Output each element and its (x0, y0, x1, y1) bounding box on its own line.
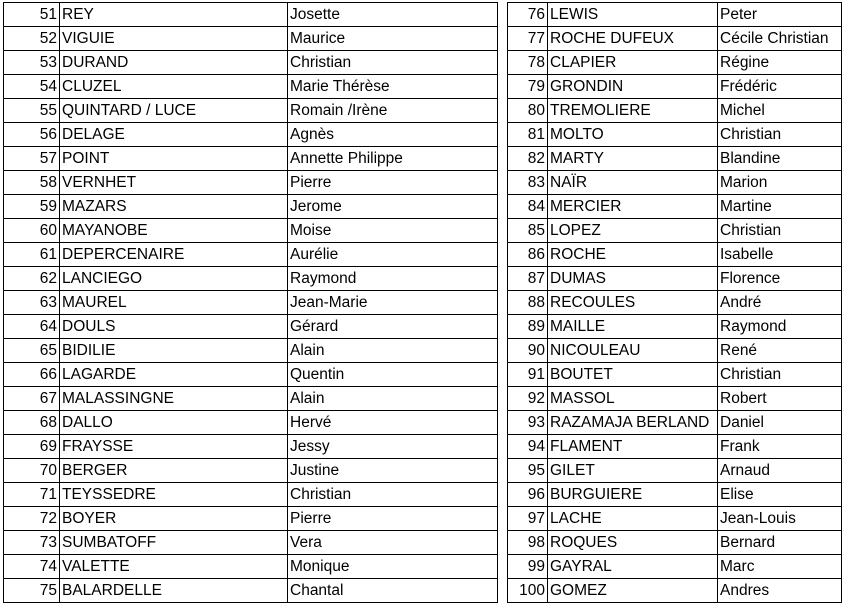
table-row (508, 171, 842, 195)
first-name-cell: Frank (718, 435, 842, 459)
table-row (508, 387, 842, 411)
row-number-cell: 94 (508, 435, 548, 459)
last-name-cell: MAILLE (548, 315, 718, 339)
last-name-cell: BOUTET (548, 363, 718, 387)
last-name-cell: REY (60, 3, 288, 27)
row-number-cell: 78 (508, 51, 548, 75)
row-number-cell: 72 (4, 507, 60, 531)
last-name-cell: MOLTO (548, 123, 718, 147)
row-number-cell: 67 (4, 387, 60, 411)
table-row (4, 555, 498, 579)
first-name-cell: Michel (718, 99, 842, 123)
table-row (508, 483, 842, 507)
column-gap (498, 2, 507, 603)
row-number-cell: 83 (508, 171, 548, 195)
table-row (508, 147, 842, 171)
table-row (508, 123, 842, 147)
table-row (4, 411, 498, 435)
last-name-cell: LANCIEGO (60, 267, 288, 291)
first-name-cell: Alain (288, 387, 498, 411)
first-name-cell: Andres (718, 579, 842, 603)
last-name-cell: LOPEZ (548, 219, 718, 243)
first-name-cell: Christian (288, 51, 498, 75)
row-number-cell: 81 (508, 123, 548, 147)
last-name-cell: GAYRAL (548, 555, 718, 579)
table-row (4, 27, 498, 51)
row-number-cell: 86 (508, 243, 548, 267)
first-name-cell: Daniel (718, 411, 842, 435)
table-row (508, 579, 842, 603)
row-number-cell: 58 (4, 171, 60, 195)
row-number-cell: 69 (4, 435, 60, 459)
row-number-cell: 76 (508, 3, 548, 27)
names-table-left (3, 2, 498, 603)
first-name-cell: Pierre (288, 171, 498, 195)
first-name-cell: Aurélie (288, 243, 498, 267)
row-number-cell: 53 (4, 51, 60, 75)
last-name-cell: DUMAS (548, 267, 718, 291)
table-row (508, 507, 842, 531)
row-number-cell: 77 (508, 27, 548, 51)
table-row (4, 291, 498, 315)
last-name-cell: TEYSSEDRE (60, 483, 288, 507)
row-number-cell: 89 (508, 315, 548, 339)
first-name-cell: Romain /Irène (288, 99, 498, 123)
table-row (508, 459, 842, 483)
table-row (508, 555, 842, 579)
row-number-cell: 54 (4, 75, 60, 99)
first-name-cell: Chantal (288, 579, 498, 603)
row-number-cell: 55 (4, 99, 60, 123)
table-row (4, 195, 498, 219)
table-row (4, 243, 498, 267)
first-name-cell: Frédéric (718, 75, 842, 99)
table-row (4, 315, 498, 339)
last-name-cell: GOMEZ (548, 579, 718, 603)
names-table-right (507, 2, 842, 603)
last-name-cell: VERNHET (60, 171, 288, 195)
row-number-cell: 97 (508, 507, 548, 531)
table-row (4, 363, 498, 387)
last-name-cell: MERCIER (548, 195, 718, 219)
table-row (4, 75, 498, 99)
last-name-cell: DEPERCENAIRE (60, 243, 288, 267)
row-number-cell: 92 (508, 387, 548, 411)
last-name-cell: RAZAMAJA BERLAND (548, 411, 718, 435)
row-number-cell: 70 (4, 459, 60, 483)
table-row (4, 171, 498, 195)
name-list-sheet (3, 2, 842, 603)
first-name-cell: Arnaud (718, 459, 842, 483)
table-row (508, 435, 842, 459)
last-name-cell: MAZARS (60, 195, 288, 219)
first-name-cell: Jean-Louis (718, 507, 842, 531)
table-row (4, 483, 498, 507)
row-number-cell: 62 (4, 267, 60, 291)
last-name-cell: BOYER (60, 507, 288, 531)
table-row (508, 411, 842, 435)
table-row (4, 387, 498, 411)
table-row (4, 3, 498, 27)
table-row (4, 219, 498, 243)
row-number-cell: 75 (4, 579, 60, 603)
first-name-cell: Christian (288, 483, 498, 507)
first-name-cell: Maurice (288, 27, 498, 51)
row-number-cell: 90 (508, 339, 548, 363)
table-row (4, 51, 498, 75)
last-name-cell: NICOULEAU (548, 339, 718, 363)
table-row (508, 267, 842, 291)
last-name-cell: GILET (548, 459, 718, 483)
first-name-cell: Florence (718, 267, 842, 291)
last-name-cell: ROQUES (548, 531, 718, 555)
last-name-cell: DURAND (60, 51, 288, 75)
table-row (508, 363, 842, 387)
row-number-cell: 98 (508, 531, 548, 555)
last-name-cell: BALARDELLE (60, 579, 288, 603)
row-number-cell: 84 (508, 195, 548, 219)
row-number-cell: 63 (4, 291, 60, 315)
first-name-cell: Hervé (288, 411, 498, 435)
table-row (4, 459, 498, 483)
row-number-cell: 99 (508, 555, 548, 579)
first-name-cell: Christian (718, 363, 842, 387)
first-name-cell: Pierre (288, 507, 498, 531)
first-name-cell: Christian (718, 219, 842, 243)
last-name-cell: MAUREL (60, 291, 288, 315)
first-name-cell: Vera (288, 531, 498, 555)
last-name-cell: MAYANOBE (60, 219, 288, 243)
table-row (4, 147, 498, 171)
first-name-cell: André (718, 291, 842, 315)
last-name-cell: LACHE (548, 507, 718, 531)
row-number-cell: 60 (4, 219, 60, 243)
first-name-cell: Raymond (288, 267, 498, 291)
first-name-cell: Moise (288, 219, 498, 243)
row-number-cell: 51 (4, 3, 60, 27)
row-number-cell: 88 (508, 291, 548, 315)
table-row (508, 75, 842, 99)
row-number-cell: 64 (4, 315, 60, 339)
last-name-cell: POINT (60, 147, 288, 171)
row-number-cell: 59 (4, 195, 60, 219)
first-name-cell: Cécile Christian (718, 27, 842, 51)
first-name-cell: Marion (718, 171, 842, 195)
first-name-cell: Raymond (718, 315, 842, 339)
table-row (508, 99, 842, 123)
first-name-cell: René (718, 339, 842, 363)
table-row (4, 579, 498, 603)
last-name-cell: CLAPIER (548, 51, 718, 75)
first-name-cell: Gérard (288, 315, 498, 339)
last-name-cell: BERGER (60, 459, 288, 483)
table-row (508, 51, 842, 75)
row-number-cell: 93 (508, 411, 548, 435)
last-name-cell: RECOULES (548, 291, 718, 315)
first-name-cell: Jean-Marie (288, 291, 498, 315)
row-number-cell: 96 (508, 483, 548, 507)
last-name-cell: NAÏR (548, 171, 718, 195)
first-name-cell: Agnès (288, 123, 498, 147)
table-row (508, 291, 842, 315)
last-name-cell: BIDILIE (60, 339, 288, 363)
last-name-cell: VALETTE (60, 555, 288, 579)
row-number-cell: 71 (4, 483, 60, 507)
row-number-cell: 91 (508, 363, 548, 387)
last-name-cell: ROCHE (548, 243, 718, 267)
first-name-cell: Régine (718, 51, 842, 75)
first-name-cell: Blandine (718, 147, 842, 171)
last-name-cell: DOULS (60, 315, 288, 339)
table-row (508, 219, 842, 243)
last-name-cell: FRAYSSE (60, 435, 288, 459)
first-name-cell: Alain (288, 339, 498, 363)
table-row (508, 339, 842, 363)
row-number-cell: 74 (4, 555, 60, 579)
last-name-cell: LAGARDE (60, 363, 288, 387)
table-row (4, 339, 498, 363)
last-name-cell: CLUZEL (60, 75, 288, 99)
row-number-cell: 57 (4, 147, 60, 171)
last-name-cell: GRONDIN (548, 75, 718, 99)
row-number-cell: 66 (4, 363, 60, 387)
table-row (4, 435, 498, 459)
first-name-cell: Elise (718, 483, 842, 507)
row-number-cell: 95 (508, 459, 548, 483)
table-row (508, 195, 842, 219)
last-name-cell: LEWIS (548, 3, 718, 27)
last-name-cell: DALLO (60, 411, 288, 435)
first-name-cell: Quentin (288, 363, 498, 387)
first-name-cell: Marie Thérèse (288, 75, 498, 99)
last-name-cell: DELAGE (60, 123, 288, 147)
first-name-cell: Jessy (288, 435, 498, 459)
first-name-cell: Jerome (288, 195, 498, 219)
table-row (4, 507, 498, 531)
row-number-cell: 80 (508, 99, 548, 123)
row-number-cell: 85 (508, 219, 548, 243)
first-name-cell: Bernard (718, 531, 842, 555)
first-name-cell: Isabelle (718, 243, 842, 267)
row-number-cell: 56 (4, 123, 60, 147)
row-number-cell: 52 (4, 27, 60, 51)
names-table-right-body (508, 3, 842, 603)
last-name-cell: VIGUIE (60, 27, 288, 51)
table-row (508, 243, 842, 267)
row-number-cell: 73 (4, 531, 60, 555)
first-name-cell: Marc (718, 555, 842, 579)
row-number-cell: 79 (508, 75, 548, 99)
last-name-cell: QUINTARD / LUCE (60, 99, 288, 123)
first-name-cell: Annette Philippe (288, 147, 498, 171)
last-name-cell: FLAMENT (548, 435, 718, 459)
table-row (508, 315, 842, 339)
row-number-cell: 87 (508, 267, 548, 291)
table-row (4, 123, 498, 147)
row-number-cell: 61 (4, 243, 60, 267)
table-row (4, 531, 498, 555)
first-name-cell: Josette (288, 3, 498, 27)
row-number-cell: 68 (4, 411, 60, 435)
last-name-cell: MASSOL (548, 387, 718, 411)
last-name-cell: ROCHE DUFEUX (548, 27, 718, 51)
first-name-cell: Monique (288, 555, 498, 579)
row-number-cell: 100 (508, 579, 548, 603)
first-name-cell: Justine (288, 459, 498, 483)
row-number-cell: 65 (4, 339, 60, 363)
table-row (508, 3, 842, 27)
table-row (508, 531, 842, 555)
first-name-cell: Peter (718, 3, 842, 27)
last-name-cell: BURGUIERE (548, 483, 718, 507)
names-table-left-body (4, 3, 498, 603)
table-row (4, 267, 498, 291)
last-name-cell: SUMBATOFF (60, 531, 288, 555)
first-name-cell: Martine (718, 195, 842, 219)
first-name-cell: Robert (718, 387, 842, 411)
first-name-cell: Christian (718, 123, 842, 147)
last-name-cell: TREMOLIERE (548, 99, 718, 123)
last-name-cell: MALASSINGNE (60, 387, 288, 411)
table-row (508, 27, 842, 51)
last-name-cell: MARTY (548, 147, 718, 171)
table-row (4, 99, 498, 123)
row-number-cell: 82 (508, 147, 548, 171)
